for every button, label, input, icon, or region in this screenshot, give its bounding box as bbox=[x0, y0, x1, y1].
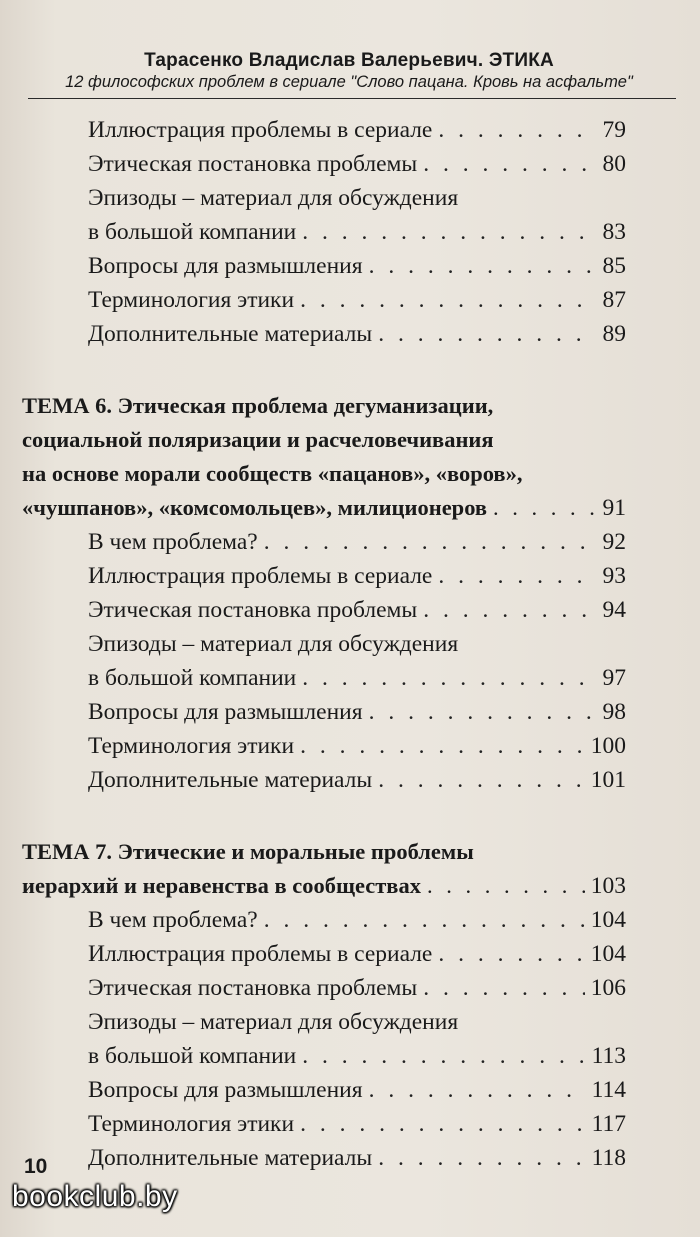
toc-entry-label: в большой компании bbox=[88, 665, 297, 691]
toc-entry bbox=[88, 525, 626, 559]
toc-entry-label: в большой компании bbox=[88, 219, 297, 245]
toc-entry-page: 94 bbox=[602, 597, 626, 623]
dot-leader bbox=[369, 249, 597, 283]
toc-entry bbox=[88, 1039, 626, 1073]
toc-entry-page: 118 bbox=[591, 1145, 626, 1171]
topic-7-page: 103 bbox=[590, 873, 626, 899]
dot-leader bbox=[378, 763, 585, 797]
topic-6-page: 91 bbox=[602, 495, 626, 521]
toc-entry-label-line1: Эпизоды – материал для обсуждения bbox=[88, 631, 459, 657]
toc-entry-label: Дополнительные материалы bbox=[88, 1145, 373, 1171]
toc-entry-label: Иллюстрация проблемы в сериале bbox=[88, 117, 433, 143]
dot-leader bbox=[264, 525, 597, 559]
toc-entry bbox=[88, 937, 626, 971]
toc-entry-page: 114 bbox=[591, 1077, 626, 1103]
toc-entry bbox=[88, 661, 626, 695]
topic-7-title-line2: иерархий и неравенства в сообществах bbox=[22, 873, 421, 898]
toc-entry-label: Терминология этики bbox=[88, 733, 295, 759]
toc-entry bbox=[88, 695, 626, 729]
toc-entry-page: 85 bbox=[602, 253, 626, 279]
toc-entry bbox=[88, 113, 626, 147]
running-header-title: Тарасенко Владислав Валерьевич. ЭТИКА bbox=[144, 50, 554, 71]
toc-entry-label: Терминология этики bbox=[88, 287, 295, 313]
toc-entry-label: Этическая постановка проблемы bbox=[88, 975, 418, 1001]
dot-leader bbox=[438, 113, 596, 147]
toc-entry-page: 92 bbox=[602, 529, 626, 555]
toc-entry-page: 87 bbox=[602, 287, 626, 313]
toc-entry bbox=[88, 283, 626, 317]
toc-entry bbox=[88, 729, 626, 763]
toc-entry bbox=[88, 903, 626, 937]
toc-entry-label: Дополнительные материалы bbox=[88, 321, 373, 347]
page-number: 10 bbox=[24, 1155, 48, 1178]
topic-6-title-row bbox=[22, 491, 626, 525]
dot-leader bbox=[300, 283, 596, 317]
toc-entry-page: 101 bbox=[590, 767, 626, 793]
toc-entry-page: 104 bbox=[590, 907, 626, 933]
running-header-subtitle: 12 философских проблем в сериале "Слово пацана. Кровь на асфальте" bbox=[65, 73, 633, 91]
dot-leader bbox=[302, 661, 596, 695]
toc-entry-label: Иллюстрация проблемы в сериале bbox=[88, 563, 433, 589]
toc-entry-page: 113 bbox=[591, 1043, 626, 1069]
toc-entry-page: 117 bbox=[591, 1111, 626, 1137]
toc-entry-page: 79 bbox=[602, 117, 626, 143]
topic-6-title-line1: ТЕМА 6. Этическая проблема дегуманизации, bbox=[22, 393, 494, 418]
toc-entry-page: 93 bbox=[602, 563, 626, 589]
toc-entry-label: Вопросы для размышления bbox=[88, 1077, 363, 1103]
toc-entry-label-line1: Эпизоды – материал для обсуждения bbox=[88, 185, 459, 211]
toc-entry-label: Этическая постановка проблемы bbox=[88, 597, 418, 623]
dot-leader bbox=[302, 1039, 585, 1073]
dot-leader bbox=[423, 971, 585, 1005]
toc-entry-page: 97 bbox=[602, 665, 626, 691]
topic-6-title-line3: на основе морали сообществ «пацанов», «воров», bbox=[22, 461, 523, 486]
toc-entry-label: В чем проблема? bbox=[88, 907, 258, 933]
toc-entry bbox=[88, 147, 626, 181]
dot-leader bbox=[438, 559, 596, 593]
toc-entry-label: Вопросы для размышления bbox=[88, 699, 363, 725]
dot-leader bbox=[493, 491, 596, 525]
dot-leader bbox=[423, 593, 596, 627]
dot-leader bbox=[423, 147, 596, 181]
toc-entry-label: Терминология этики bbox=[88, 1111, 295, 1137]
toc-entry-label: Этическая постановка проблемы bbox=[88, 151, 418, 177]
toc-entry bbox=[88, 1073, 626, 1107]
topic-6-title-line4: «чушпанов», «комсомольцев», милиционеров bbox=[22, 495, 488, 520]
topic-6-title-line2: социальной поляризации и расчеловечивания bbox=[22, 427, 494, 452]
dot-leader bbox=[378, 317, 596, 351]
toc-entry-label: Дополнительные материалы bbox=[88, 767, 373, 793]
toc-entry-label: Вопросы для размышления bbox=[88, 253, 363, 279]
toc-entry-page: 106 bbox=[590, 975, 626, 1001]
toc-entry bbox=[88, 763, 626, 797]
toc-entry-label: Иллюстрация проблемы в сериале bbox=[88, 941, 433, 967]
toc-entry bbox=[88, 215, 626, 249]
toc-entry bbox=[88, 317, 626, 351]
dot-leader bbox=[264, 903, 585, 937]
toc-entry-page: 98 bbox=[602, 699, 626, 725]
toc-entry-label: в большой компании bbox=[88, 1043, 297, 1069]
toc-entry-page: 80 bbox=[602, 151, 626, 177]
dot-leader bbox=[300, 1107, 586, 1141]
dot-leader bbox=[300, 729, 585, 763]
toc-entry bbox=[88, 593, 626, 627]
toc-entry bbox=[88, 1141, 626, 1175]
toc-entry bbox=[88, 971, 626, 1005]
toc-entry-label-line1: Эпизоды – материал для обсуждения bbox=[88, 1009, 459, 1035]
topic-7-title-line1: ТЕМА 7. Этические и моральные проблемы bbox=[22, 839, 474, 864]
topic-7-title-row bbox=[22, 869, 626, 903]
dot-leader bbox=[427, 869, 585, 903]
dot-leader bbox=[302, 215, 596, 249]
toc-entry-page: 100 bbox=[590, 733, 626, 759]
dot-leader bbox=[369, 695, 597, 729]
toc-entry bbox=[88, 1107, 626, 1141]
toc-entry-label: В чем проблема? bbox=[88, 529, 258, 555]
toc-entry-page: 104 bbox=[590, 941, 626, 967]
watermark: bookclub.by bbox=[12, 1180, 178, 1213]
toc-entry-page: 89 bbox=[602, 321, 626, 347]
dot-leader bbox=[378, 1141, 585, 1175]
dot-leader bbox=[438, 937, 584, 971]
toc-entry-page: 83 bbox=[602, 219, 626, 245]
toc-entry bbox=[88, 249, 626, 283]
toc-entry bbox=[88, 559, 626, 593]
dot-leader bbox=[369, 1073, 586, 1107]
